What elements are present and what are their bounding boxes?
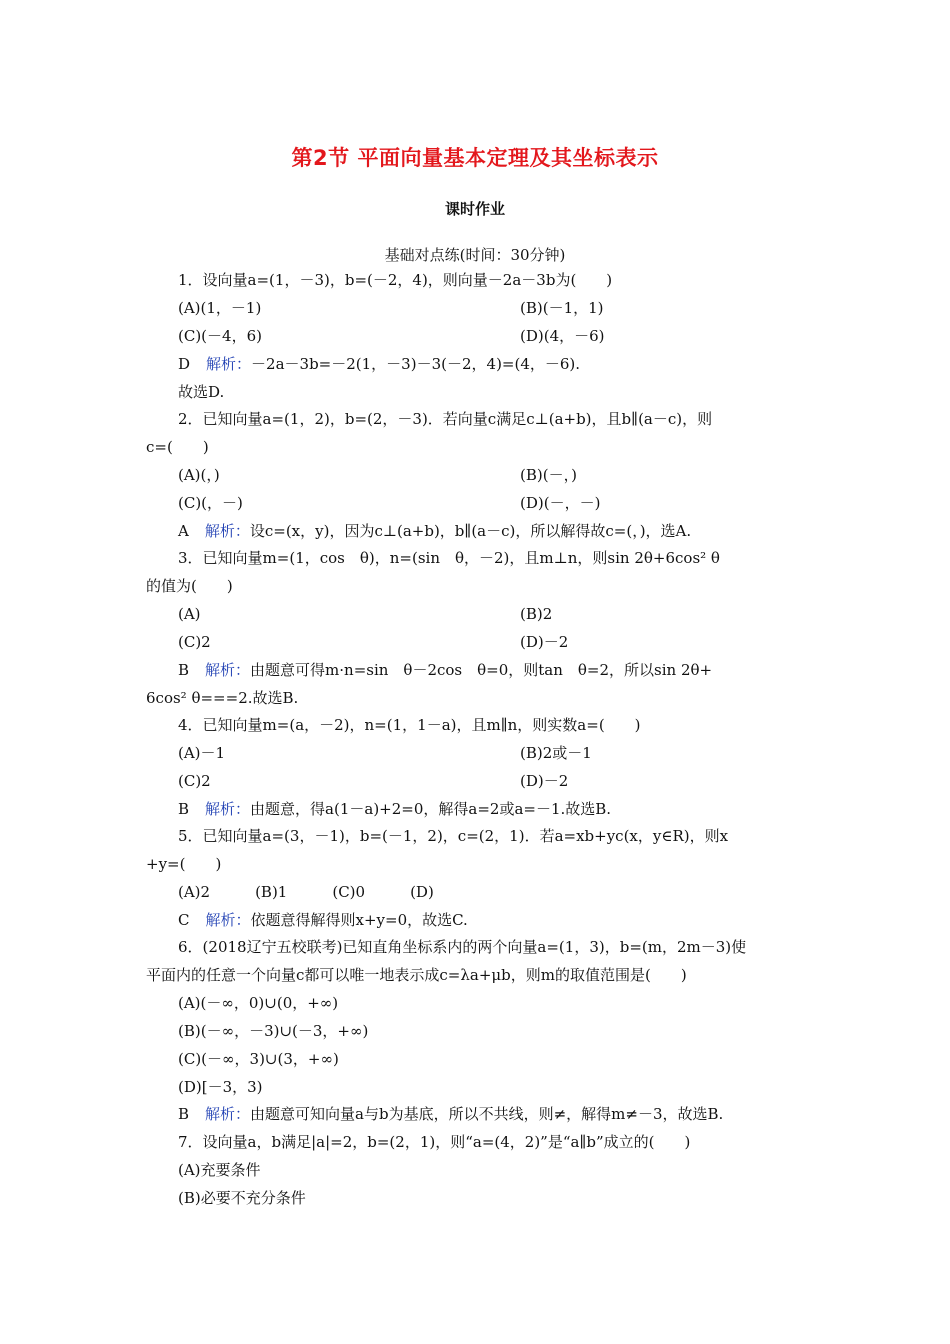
question-1-stem: 1．设向量a=(1，－3)，b=(－2，4)，则向量－2a－3b为( ) xyxy=(178,271,613,289)
question-6-option-b: (B)(－∞，－3)∪(－3，+∞) xyxy=(178,1022,369,1040)
question-1-options-row2 xyxy=(178,326,838,346)
question-3-options-row1 xyxy=(178,604,838,624)
option-d: (D)(4，－6) xyxy=(520,327,605,345)
answer-letter: B xyxy=(178,1105,190,1123)
solution-label: 解析： xyxy=(205,661,251,679)
answer-letter: B xyxy=(178,800,190,818)
question-1-options-row1 xyxy=(178,298,838,318)
solution-text: －2a－3b=－2(1，－3)－3(－2，4)=(4，－6). xyxy=(251,355,581,373)
question-6-option-d: (D)[－3，3) xyxy=(178,1078,263,1096)
question-5-stem: 5．已知向量a=(3，－1)，b=(－1，2)，c=(2，1)．若a=xb+yc(x，y∈R)，则x xyxy=(178,827,729,845)
solution-text: 由题意可知向量a与b为基底，所以不共线，则≠，解得m≠－3，故选B. xyxy=(250,1105,724,1123)
question-7-option-b: (B)必要不充分条件 xyxy=(178,1189,306,1207)
question-4-stem: 4．已知向量m=(a，－2)，n=(1，1－a)，且m∥n，则实数a=( ) xyxy=(178,716,641,734)
option-b: (B)2 xyxy=(520,605,553,623)
option-b: (B)(－，) xyxy=(520,466,577,484)
question-3-solution-cont: 6cos² θ===2.故选B. xyxy=(146,689,299,707)
solution-label: 解析： xyxy=(205,911,251,929)
option-b: (B)(－1，1) xyxy=(520,299,604,317)
question-6-stem-cont: 平面内的任意一个向量c都可以唯一地表示成c=λa+μb，则m的取值范围是( ) xyxy=(146,966,687,984)
option-d: (D)－2 xyxy=(520,633,569,651)
solution-label: 解析： xyxy=(205,1105,251,1123)
question-5-solution xyxy=(178,910,838,930)
question-7-stem: 7．设向量a，b满足|a|=2，b=(2，1)，则“a=(4，2)”是“a∥b”成立的( ) xyxy=(178,1133,691,1151)
option-c: (C)(－4，6) xyxy=(178,327,262,345)
option-c: (C)2 xyxy=(178,772,211,790)
question-3-stem-cont: 的值为( ) xyxy=(146,577,233,595)
question-6-option-c: (C)(－∞，3)∪(3，+∞) xyxy=(178,1050,339,1068)
question-6-solution xyxy=(178,1104,838,1124)
question-3-options-row2 xyxy=(178,632,838,652)
question-6-stem: 6．(2018辽宁五校联考)已知直角坐标系内的两个向量a=(1，3)，b=(m，2m－3)使 xyxy=(178,938,747,956)
option-a: (A)(1，－1) xyxy=(178,299,262,317)
page-subtitle: 课时作业 xyxy=(444,200,505,218)
question-1-solution xyxy=(178,354,838,374)
question-4-options-row2 xyxy=(178,771,838,791)
question-2-stem: 2．已知向量a=(1，2)，b=(2，－3)．若向量c满足c⊥(a+b)，且b∥(a－c)，则 xyxy=(178,410,713,428)
page-title: 第2节 平面向量基本定理及其坐标表示 xyxy=(291,146,659,170)
solution-text: 由题意可得m·n=sin θ－2cos θ=0，则tan θ=2，所以sin 2θ+ xyxy=(250,661,713,679)
solution-text: 依题意得解得则x+y=0，故选C. xyxy=(250,911,468,929)
question-3-stem: 3．已知向量m=(1，cos θ)，n=(sin θ，－2)，且m⊥n，则sin 2θ+6cos² θ xyxy=(178,549,720,567)
solution-label: 解析： xyxy=(206,355,252,373)
question-3-solution xyxy=(178,660,838,680)
question-6-option-a: (A)(－∞，0)∪(0，+∞) xyxy=(178,994,339,1012)
option-c: (C)2 xyxy=(178,633,211,651)
solution-text: 设c=(x，y)，因为c⊥(a+b)，b∥(a－c)，所以解得故c=(，)，选A. xyxy=(249,522,692,540)
option-a: (A) xyxy=(178,605,201,623)
question-2-options-row1 xyxy=(178,465,838,485)
answer-letter: C xyxy=(178,911,190,929)
question-5-options: (A)2 (B)1 (C)0 (D) xyxy=(178,883,434,901)
question-2-options-row2 xyxy=(178,493,838,513)
answer-letter: A xyxy=(178,522,189,540)
question-7-option-a: (A)充要条件 xyxy=(178,1161,261,1179)
answer-letter: D xyxy=(178,355,191,373)
option-a: (A)(，) xyxy=(178,466,220,484)
question-1-solution-cont: 故选D. xyxy=(178,383,225,401)
option-c: (C)(，－) xyxy=(178,494,243,512)
question-4-solution xyxy=(178,799,838,819)
option-d: (D)(－，－) xyxy=(520,494,601,512)
option-a: (A)－1 xyxy=(178,744,226,762)
option-d: (D)－2 xyxy=(520,772,569,790)
question-4-options-row1 xyxy=(178,743,838,763)
question-2-solution xyxy=(178,521,838,541)
answer-letter: B xyxy=(178,661,190,679)
solution-label: 解析： xyxy=(204,522,250,540)
solution-text: 由题意，得a(1－a)+2=0，解得a=2或a=－1.故选B. xyxy=(250,800,612,818)
solution-label: 解析： xyxy=(205,800,251,818)
option-b: (B)2或－1 xyxy=(520,744,592,762)
question-5-stem-cont: +y=( ) xyxy=(146,855,222,873)
question-2-stem-cont: c=( ) xyxy=(146,438,209,456)
section-heading: 基础对点练(时间：30分钟) xyxy=(384,246,566,264)
